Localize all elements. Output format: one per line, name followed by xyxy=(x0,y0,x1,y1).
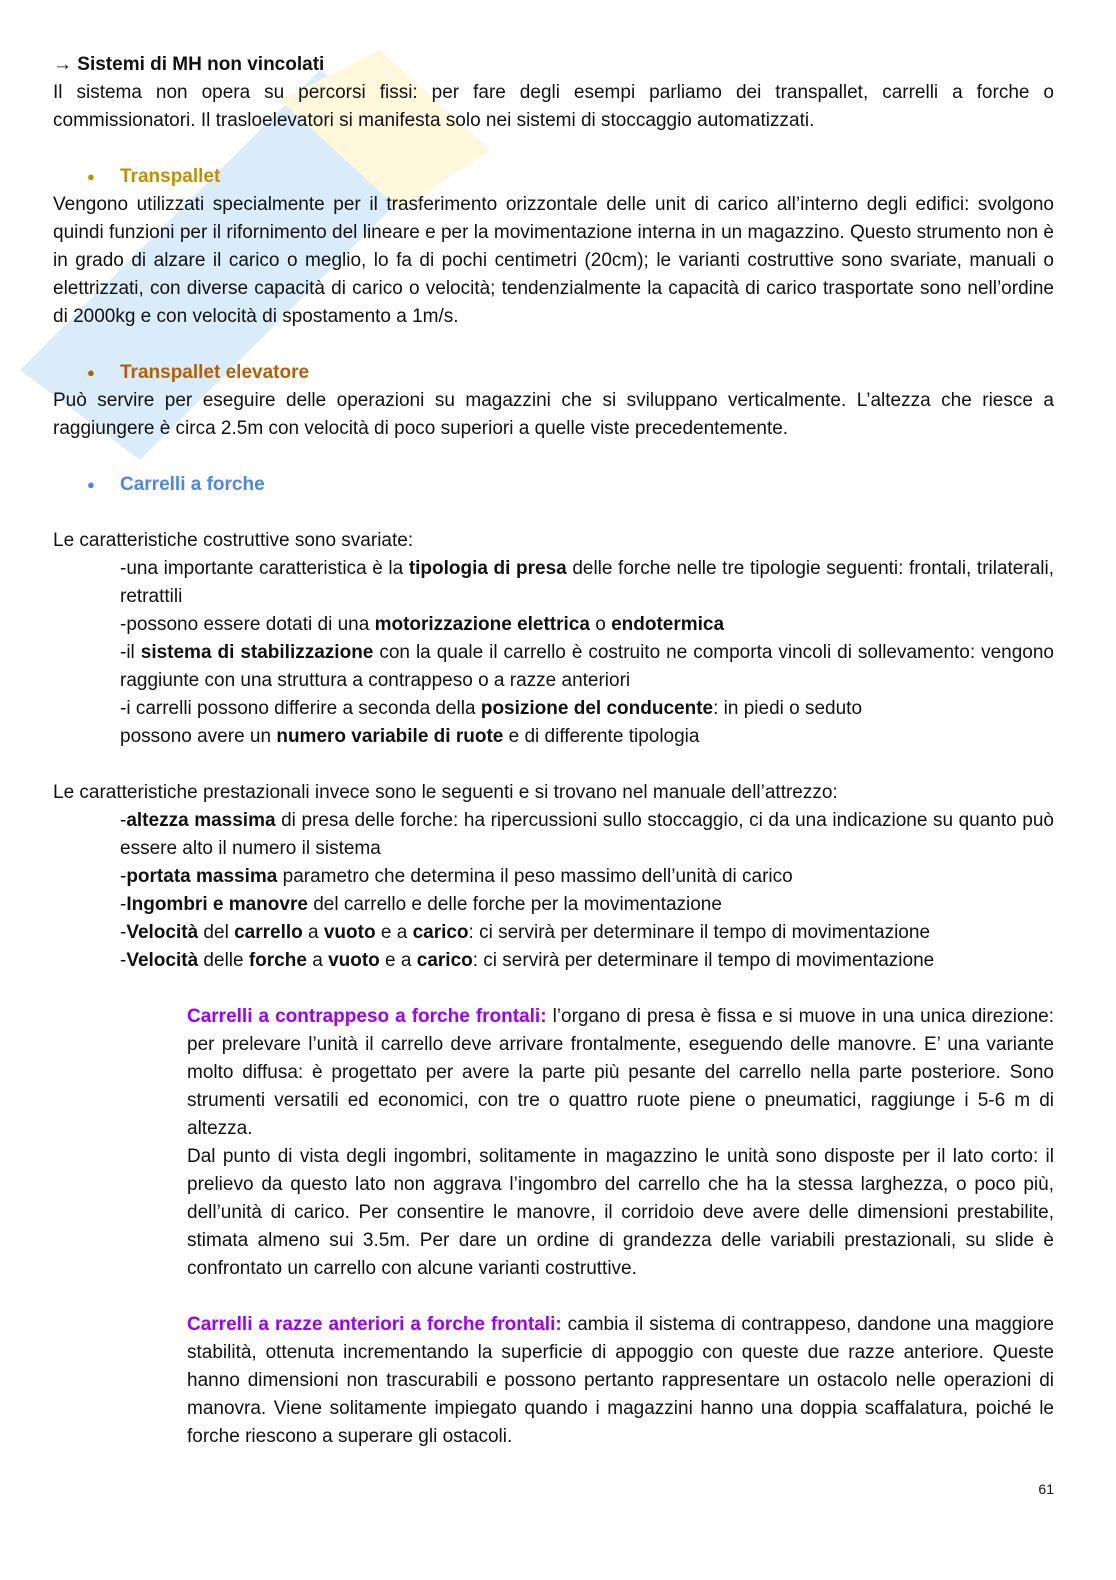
blank-line xyxy=(53,1283,1054,1311)
text-run: a xyxy=(302,922,324,943)
bold-text: portata massima xyxy=(126,866,278,887)
bold-text: motorizzazione elettrica xyxy=(374,614,590,635)
text-run: del carrello e delle forche per la movimentazione xyxy=(307,894,722,915)
bold-text: endotermica xyxy=(611,614,725,635)
bold-text: Carrelli a contrappeso a forche frontali: xyxy=(187,1006,547,1027)
paragraph xyxy=(53,1143,1054,1283)
paragraph xyxy=(53,779,1054,807)
text-run: con la quale il carrello è costruito ne comporta vincoli di sollevamento: vengono raggiunte con una struttura a contrappeso o a razze anteriori xyxy=(120,642,1054,691)
bold-text: Carrelli a razze anteriori a forche frontali: xyxy=(187,1314,562,1335)
bold-text: Velocità xyxy=(126,922,199,943)
paragraph xyxy=(53,527,1054,555)
bold-text: vuoto xyxy=(323,922,376,943)
text-run: l’organo di presa è fissa e si muove in una unica direzione: per prelevare l’unità il carrello deve arrivare frontalmente, eseguendo delle manovre. E’ una variante molto diffusa: è progettato per avere la parte più pesante del carrello nella parte posteriore. Sono strumenti versatili ed economici, con tre o quattro ruote piene o pneumatici, raggiunge i 5-6 m di altezza. xyxy=(187,1006,1055,1139)
bold-text: Transpallet xyxy=(120,166,221,187)
paragraph xyxy=(53,723,1054,751)
bold-text: carrello xyxy=(234,922,303,943)
text-run: : ci servirà per determinare il tempo di movimentazione xyxy=(472,950,935,971)
bullet-heading xyxy=(53,359,1054,387)
text-run: possono avere un xyxy=(120,726,277,747)
paragraph xyxy=(53,919,1054,947)
text-run: -possono essere dotati di una xyxy=(120,614,375,635)
text-run: - xyxy=(120,810,127,831)
blank-line xyxy=(53,135,1054,163)
paragraph xyxy=(53,1003,1054,1143)
text-run: del xyxy=(198,922,235,943)
text-run: - xyxy=(120,922,127,943)
paragraph xyxy=(53,79,1054,135)
paragraph xyxy=(53,695,1054,723)
bold-text: forche xyxy=(248,950,307,971)
bold-text: → Sistemi di MH non vincolati xyxy=(53,54,325,75)
bold-text: carico xyxy=(416,950,473,971)
text-run: : in piedi o seduto xyxy=(713,698,863,719)
bullet-heading xyxy=(53,471,1054,499)
text-run: e a xyxy=(375,922,413,943)
bold-text: Carrelli a forche xyxy=(120,474,265,495)
paragraph xyxy=(53,639,1054,695)
page-number: 61 xyxy=(1038,1481,1054,1497)
paragraph xyxy=(53,611,1054,639)
blank-line xyxy=(53,751,1054,779)
bold-text: sistema di stabilizzazione xyxy=(140,642,374,663)
text-run: delle xyxy=(198,950,249,971)
text-run: e a xyxy=(379,950,417,971)
text-run: a xyxy=(306,950,329,971)
document-page xyxy=(53,51,1054,1451)
blank-line xyxy=(53,499,1054,527)
paragraph xyxy=(53,807,1054,863)
text-run: o xyxy=(589,614,612,635)
bold-text: Ingombri e manovre xyxy=(126,894,308,915)
bold-text: posizione del conducente xyxy=(480,698,714,719)
text-run: Le caratteristiche costruttive sono svariate: xyxy=(53,530,414,551)
text-run: parametro che determina il peso massimo dell’unità di carico xyxy=(277,866,793,887)
paragraph xyxy=(53,387,1054,443)
paragraph xyxy=(53,51,1054,79)
bold-text: vuoto xyxy=(328,950,380,971)
paragraph xyxy=(53,555,1054,611)
text-run: cambia il sistema di contrappeso, dandone una maggiore stabilità, ottenuta incrementando la superficie di appoggio con queste due razze anteriore. Queste hanno dimensioni non trascurabili e possono pertanto rappresentare un ostacolo nelle operazioni di manovra. Viene solitamente impiegato quando i magazzini hanno una doppia scaffalatura, poiché le forche riescono a superare gli ostacoli. xyxy=(187,1314,1054,1447)
text-run: : ci servirà per determinare il tempo di movimentazione xyxy=(468,922,931,943)
blank-line xyxy=(53,975,1054,1003)
text-run: Vengono utilizzati specialmente per il trasferimento orizzontale delle unit di carico all’interno degli edifici: svolgono quindi funzioni per il rifornimento del lineare e per la movimentazione interna in un magazzino. Questo strumento non è in grado di alzare il carico o meglio, lo fa di pochi centimetri (20cm); le varianti costruttive sono svariate, manuali o elettrizzati, con diverse capacità di carico o velocità; tendenzialmente la capacità di carico trasportate sono nell’ordine di 2000kg e con velocità di spostamento a 1m/s. xyxy=(53,194,1054,327)
text-run: - xyxy=(120,866,127,887)
text-run: Può servire per eseguire delle operazioni su magazzini che si sviluppano verticalmente. L’altezza che riesce a raggiungere è circa 2.5m con velocità di poco superiori a quelle viste precedentemente. xyxy=(53,390,1054,439)
text-run: -il xyxy=(120,642,141,663)
text-run: - xyxy=(120,950,127,971)
bullet-heading xyxy=(53,163,1054,191)
text-run: di presa delle forche: ha ripercussioni sullo stoccaggio, ci da una indicazione su quanto può essere alto il numero il sistema xyxy=(120,810,1054,859)
bold-text: carico xyxy=(412,922,469,943)
paragraph xyxy=(53,947,1054,975)
paragraph xyxy=(53,863,1054,891)
text-run: -i carrelli possono differire a seconda della xyxy=(120,698,481,719)
bold-text: Transpallet elevatore xyxy=(120,362,310,383)
paragraph xyxy=(53,1311,1054,1451)
text-run: -una importante caratteristica è la xyxy=(120,558,409,579)
text-run: delle forche nelle tre tipologie seguenti: frontali, trilaterali, retrattili xyxy=(120,558,1054,607)
paragraph xyxy=(53,891,1054,919)
bold-text: altezza massima xyxy=(126,810,276,831)
text-run: e di differente tipologia xyxy=(503,726,700,747)
text-run: Il sistema non opera su percorsi fissi: per fare degli esempi parliamo dei transpallet, carrelli a forche o commissionatori. Il trasloelevatori si manifesta solo nei sistemi di stoccaggio automatizzati. xyxy=(53,82,1054,131)
paragraph xyxy=(53,191,1054,331)
text-run: Dal punto di vista degli ingombri, solitamente in magazzino le unità sono disposte per il lato corto: il prelievo da questo lato non aggrava l’ingombro del carrello che ha la stessa larghezza, o poco più, dell’unità di carico. Per consentire le manovre, il corridoio deve avere delle dimensioni prestabilite, stimata almeno sui 3.5m. Per dare un ordine di grandezza delle variabili prestazionali, su slide è confrontato un carrello con alcune varianti costruttive. xyxy=(187,1146,1054,1279)
text-run: - xyxy=(120,894,127,915)
bold-text: Velocità xyxy=(126,950,199,971)
bold-text: tipologia di presa xyxy=(408,558,567,579)
blank-line xyxy=(53,443,1054,471)
text-run: Le caratteristiche prestazionali invece sono le seguenti e si trovano nel manuale dell’attrezzo: xyxy=(53,782,838,803)
blank-line xyxy=(53,331,1054,359)
bold-text: numero variabile di ruote xyxy=(276,726,504,747)
